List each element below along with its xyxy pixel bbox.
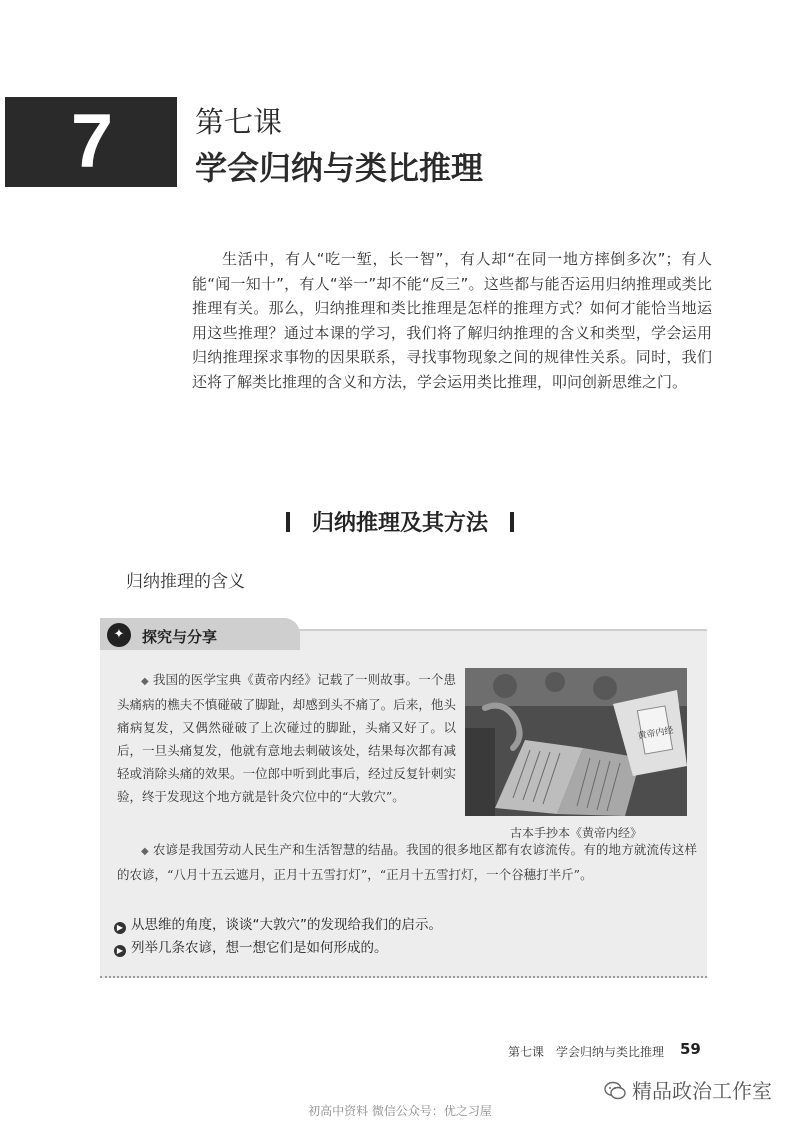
book-photo — [465, 668, 687, 816]
section-bar-right — [510, 512, 514, 532]
watermark — [604, 1075, 772, 1104]
question-2-text: 列举几条农谚，想一想它们是如何形成的。 — [131, 940, 388, 956]
lesson-number: 7 — [70, 99, 112, 184]
intro-paragraph: 生活中，有人“吃一堑，长一智”，有人却“在同一地方摔倒多次”；有人能“闻一知十”，有人“举一”却不能“反三”。这些都与能否运用归纳推理或类比推理有关。那么，归纳推理和类比推理是怎样的推理方式？如何才能恰当地运用这些推理？通过本课的学习，我们将了解归纳推理的含义和类型，学会运用归纳推理探求事物的因果联系，寻找事物现象之间的规律性关系。同时，我们还将了解类比推理的含义和方法，学会运用类比推理，叩问创新思维之门。 — [192, 250, 712, 391]
lesson-title: 学会归纳与类比推理 — [195, 149, 484, 187]
section-bar-left — [286, 512, 290, 532]
subsection-title: 归纳推理的含义 — [126, 572, 245, 592]
book-photo-illustration — [465, 668, 687, 816]
dotted-divider — [100, 976, 707, 978]
story-2-text: 农谚是我国劳动人民生产和生活智慧的结晶。我国的很多地区都有农谚流传。有的地方就流传这样的农谚，“八月十五云遮月，正月十五雪打灯”，“正月十五雪打灯，一个谷穗打半斤”。 — [117, 842, 697, 882]
page-number: 59 — [680, 1040, 701, 1058]
wechat-icon — [604, 1081, 626, 1101]
diamond-bullet-icon: ◆ — [141, 676, 149, 687]
watermark-text: 精品政治工作室 — [632, 1079, 772, 1103]
section-heading — [0, 506, 800, 537]
lesson-number-block — [5, 97, 177, 187]
story-1-text: 我国的医学宝典《黄帝内经》记载了一则故事。一个患头痛病的樵夫不慎碰破了脚趾，却感到头不痛了。后来，他头痛病复发，又偶然碰破了上次碰过的脚趾，头痛又好了。以后，一旦头痛复发，他就有意地去刺破该处，结果每次都有减轻或消除头痛的效果。一位郎中听到此事后，经过反复针刺实验，终于发现这个地方就是针灸穴位中的“大敦穴”。 — [117, 672, 456, 804]
explore-tab-label: 探究与分享 — [142, 628, 218, 646]
question-2 — [114, 936, 388, 957]
bottom-note: 初高中资料 微信公众号：优之习屋 — [308, 1104, 492, 1118]
story-paragraph-2 — [117, 838, 697, 886]
play-bullet-icon: ▶ — [114, 945, 126, 957]
diamond-bullet-icon: ◆ — [141, 846, 149, 857]
question-1-text: 从思维的角度，谈谈“大敦穴”的发现给我们的启示。 — [131, 917, 442, 933]
running-title: 第七课 学会归纳与类比推理 — [508, 1045, 665, 1059]
section-title: 归纳推理及其方法 — [311, 511, 488, 536]
lesson-label: 第七课 — [195, 105, 283, 139]
book-label: 黄帝内经 — [637, 725, 675, 742]
explore-icon: ✦ — [107, 623, 131, 647]
question-1 — [114, 913, 442, 934]
play-bullet-icon: ▶ — [114, 922, 126, 934]
story-paragraph-1 — [117, 668, 456, 808]
photo-caption: 古本手抄本《黄帝内经》 — [509, 826, 642, 840]
